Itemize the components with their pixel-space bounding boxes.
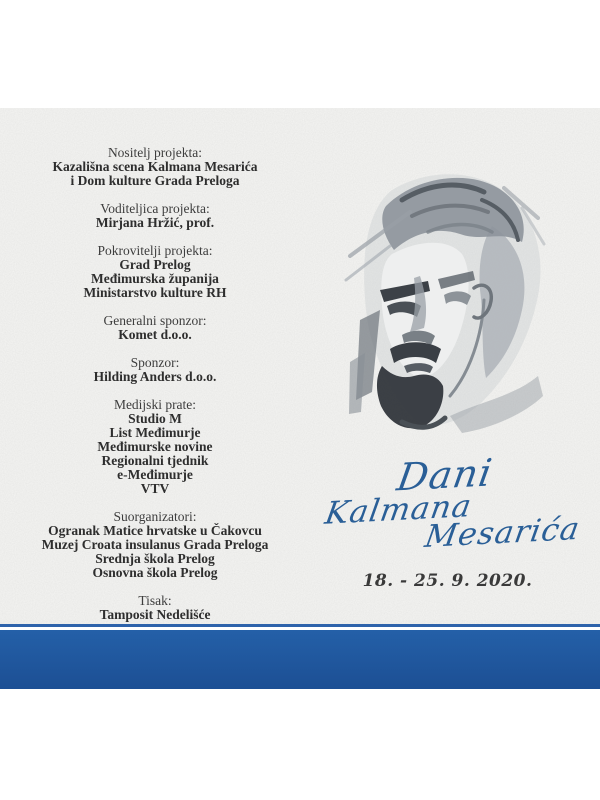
credit-line: Muzej Croata insulanus Grada Preloga [41, 537, 269, 552]
credit-line: Međimurske novine [97, 439, 213, 454]
credit-line: Srednja škola Prelog [95, 551, 215, 566]
credit-line: Kazališna scena Kalmana Mesarića [52, 159, 258, 174]
section-coorganizers [20, 510, 290, 580]
section-heading: Tisak: [138, 593, 172, 608]
title-script-word-dani: Dani [394, 450, 496, 500]
title-script-word-mesarica: Mesarića [422, 511, 583, 555]
section-sponsor [20, 356, 290, 384]
bottom-blue-bar [0, 630, 600, 689]
portrait-sketch [332, 160, 570, 450]
credits-column [20, 146, 290, 636]
credit-line: Mirjana Hržić, prof. [95, 215, 215, 230]
section-heading: Generalni sponzor: [103, 313, 207, 328]
event-date: 18. - 25. 9. 2020. [362, 571, 533, 591]
thin-blue-rule [0, 624, 600, 627]
credit-line: Osnovna škola Prelog [92, 565, 218, 580]
section-project-leader [20, 202, 290, 230]
credit-line: Grad Prelog [119, 257, 191, 272]
section-project-holder [20, 146, 290, 188]
credit-line: Komet d.o.o. [118, 327, 192, 342]
section-heading: Nositelj projekta: [107, 145, 203, 160]
title-script-word-kalmana: Kalmana [322, 488, 475, 532]
section-general-sponsor [20, 314, 290, 342]
credit-line: Tamposit Nedelišće [99, 607, 211, 622]
section-media [20, 398, 290, 496]
credit-line: Regionalni tjednik [101, 453, 209, 468]
credit-line: e-Međimurje [117, 467, 193, 482]
section-heading: Pokrovitelji projekta: [97, 243, 213, 258]
section-print [20, 594, 290, 622]
section-patrons [20, 244, 290, 300]
credit-line: VTV [140, 481, 170, 496]
section-heading: Voditeljica projekta: [100, 201, 210, 216]
section-heading: Suorganizatori: [113, 509, 197, 524]
credit-line: List Međimurje [109, 425, 201, 440]
credit-line: Studio M [128, 411, 182, 426]
credit-line: Ogranak Matice hrvatske u Čakovcu [48, 523, 262, 538]
credit-line: Hilding Anders d.o.o. [93, 369, 217, 384]
credit-line: Ministarstvo kulture RH [83, 285, 227, 300]
credit-line: i Dom kulture Grada Preloga [70, 173, 240, 188]
section-heading: Medijski prate: [113, 397, 197, 412]
section-heading: Sponzor: [130, 355, 180, 370]
credit-line: Međimurska županija [91, 271, 219, 286]
